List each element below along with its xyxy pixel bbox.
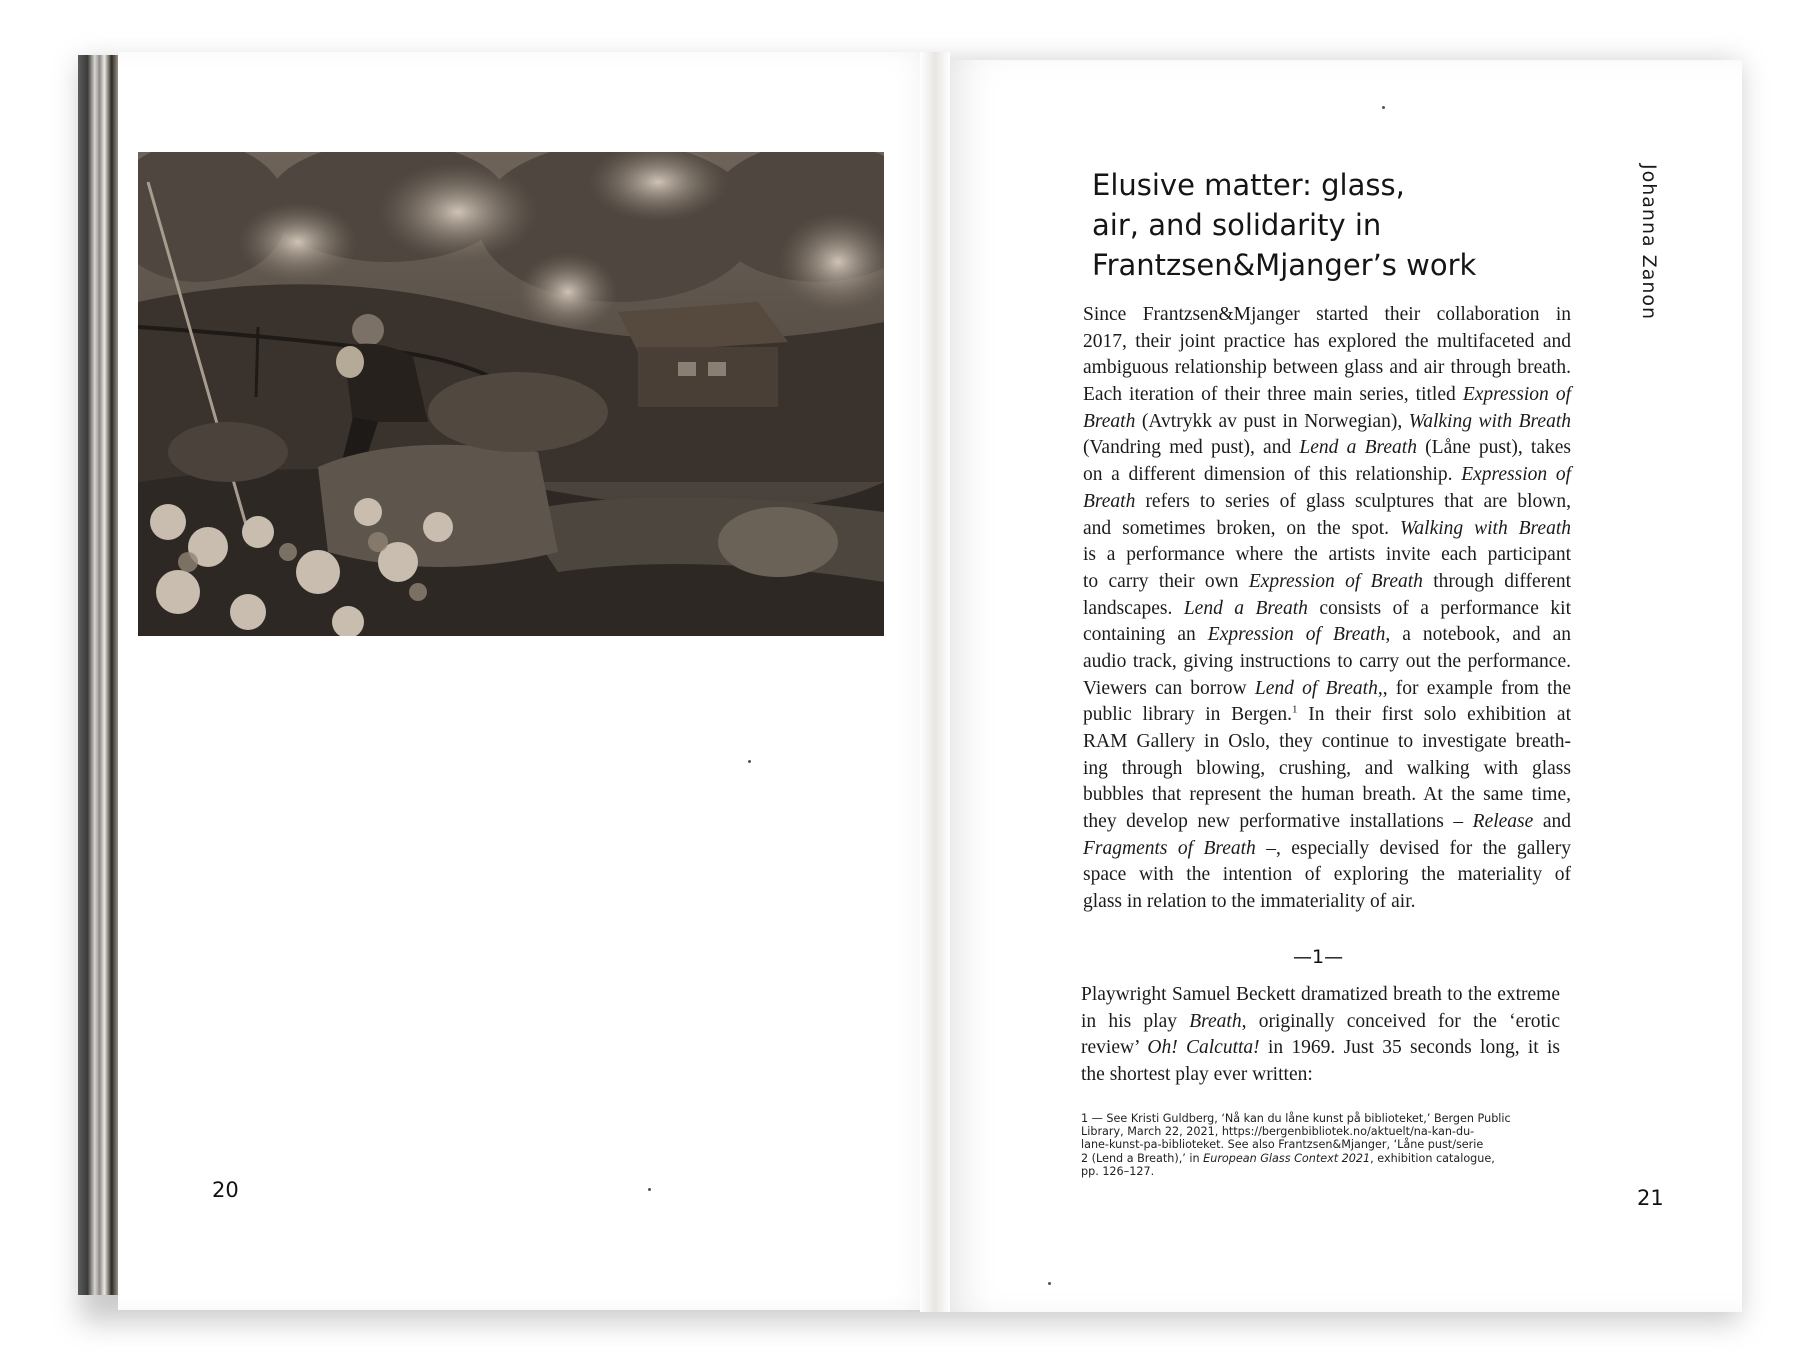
paper-speck (748, 760, 751, 763)
paper-speck (1382, 106, 1385, 109)
author-name: Johanna Zanon (1638, 164, 1660, 321)
footnote-ref: 1 (1291, 703, 1298, 716)
text-line: Breath refers to series of glass sculptures that are blown, (1083, 490, 1571, 512)
text-line: Playwright Samuel Beckett dramatized breath to the extreme (1081, 984, 1560, 1005)
paper-speck (648, 1188, 651, 1191)
book-gutter (920, 52, 950, 1312)
text-line: they develop new performative installations – Release and (1083, 811, 1571, 833)
text-line: the shortest play ever written: (1081, 1064, 1313, 1086)
text-line: review’ Oh! Calcutta! in 1969. Just 35 seconds long, it is (1081, 1037, 1560, 1059)
article-title (1092, 165, 1562, 285)
second-paragraph (1081, 982, 1560, 1089)
title-line: Frantzsen&Mjanger’s work (1092, 248, 1477, 282)
title-line: Elusive matter: glass, (1092, 168, 1405, 202)
page-number-right: 21 (1637, 1186, 1664, 1210)
text-line: to carry their own Expression of Breath through different (1083, 570, 1572, 592)
footnote-line: lane-kunst-pa-biblioteket. See also Frantzsen&Mjanger, ‘Låne pust/serie (1081, 1138, 1484, 1152)
text-line: Breath (Avtrykk av pust in Norwegian), Walking with Breath (1083, 410, 1571, 432)
text-line: Viewers can borrow Lend of Breath,, for example from the (1083, 677, 1571, 699)
text-line: public library in Bergen.$^1$ In their first solo exhibition at (1083, 703, 1572, 726)
text-line: Each iteration of their three main series, titled Expression of (1083, 384, 1571, 406)
section-marker: —1— (1293, 946, 1344, 968)
footnote (1081, 1112, 1555, 1178)
text-line: landscapes. Lend a Breath consists of a performance kit (1083, 597, 1572, 619)
text-line: space with the intention of exploring the materiality of (1083, 864, 1571, 886)
text-line: on a different dimension of this relationship. Expression of (1083, 464, 1571, 486)
text-line: RAM Gallery in Oslo, they continue to investigate breath- (1083, 731, 1571, 752)
text-line: 2017, their joint practice has explored the multifaceted and (1083, 330, 1571, 352)
text-line: ing through blowing, crushing, and walking with glass (1083, 757, 1571, 779)
page-number-left: 20 (212, 1178, 239, 1202)
footnote-line: 1 — See Kristi Guldberg, ‘Nå kan du låne kunst på biblioteket,’ Bergen Public (1081, 1112, 1511, 1125)
footnote-line: Library, March 22, 2021, https://bergenbibliotek.no/aktuelt/na-kan-du- (1081, 1125, 1475, 1139)
text-line: containing an Expression of Breath, a notebook, and an (1083, 624, 1572, 646)
paper-speck (1048, 1282, 1051, 1285)
footnote-line: 2 (Lend a Breath),’ in European Glass Context 2021, exhibition catalogue, (1081, 1151, 1495, 1165)
text-line: is a performance where the artists invite each participant (1083, 544, 1571, 566)
text-line: Fragments of Breath –, especially devised for the gallery (1083, 837, 1571, 859)
text-line: and sometimes broken, on the spot. Walking with Breath (1083, 517, 1571, 539)
text-line: bubbles that represent the human breath. At the same time, (1083, 784, 1571, 806)
text-line: audio track, giving instructions to carry out the performance. (1083, 650, 1571, 672)
body-paragraph (1083, 302, 1571, 916)
text-line: glass in relation to the immateriality of air. (1083, 891, 1416, 913)
text-line: Since Frantzsen&Mjanger started their collaboration in (1083, 304, 1571, 325)
footnote-line: pp. 126–127. (1081, 1164, 1155, 1178)
text-line: ambiguous relationship between glass and air through breath. (1083, 357, 1571, 379)
text-line: (Vandring med pust), and Lend a Breath (Låne pust), takes (1083, 437, 1571, 459)
title-line: air, and solidarity in (1092, 208, 1382, 242)
text-line: in his play Breath, originally conceived for the ‘erotic (1081, 1010, 1560, 1032)
garden-photograph (138, 152, 884, 636)
